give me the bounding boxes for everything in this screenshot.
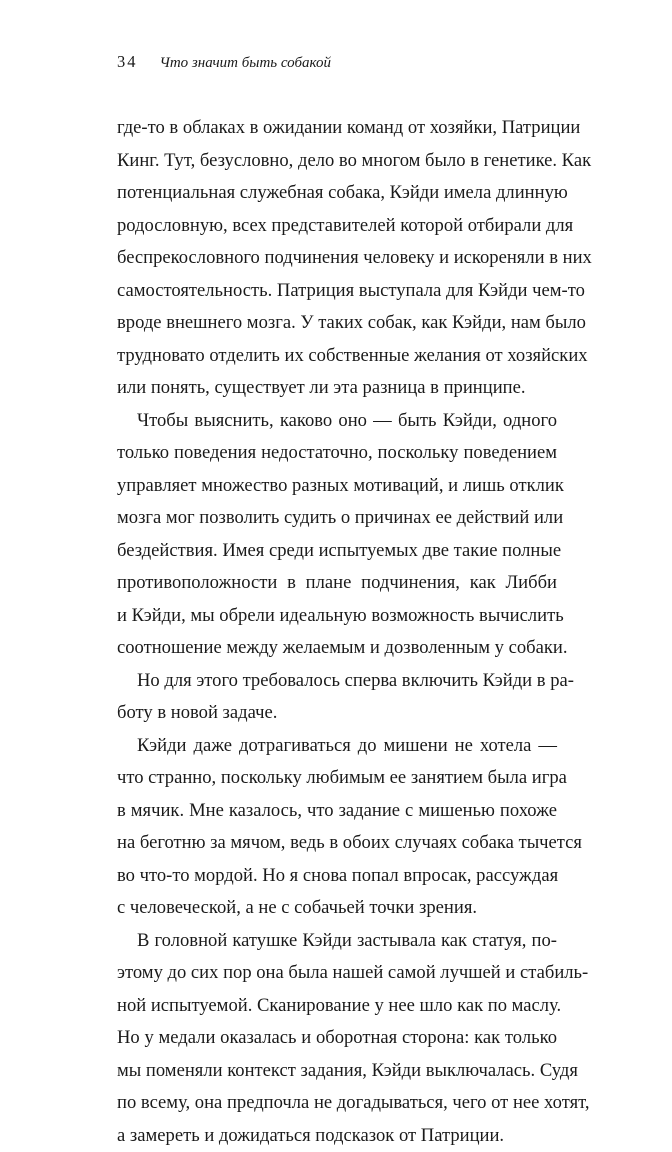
text-line: а замереть и дожидаться подсказок от Патриции. — [117, 1120, 557, 1152]
text-line: соотношение между желаемым и дозволенным у собаки. — [117, 632, 557, 665]
text-line: противоположности в плане подчинения, как Либби — [117, 567, 557, 600]
text-line: В головной катушке Кэйди застывала как статуя, по- — [117, 925, 557, 958]
text-line: управляет множество разных мотиваций, и лишь отклик — [117, 470, 557, 503]
running-title: Что значит быть собакой — [160, 55, 331, 72]
text-line: в мячик. Мне казалось, что задание с мишенью похоже — [117, 795, 557, 828]
text-line: по всему, она предпочла не догадываться, чего от нее хотят, — [117, 1087, 557, 1120]
page-number: 34 — [117, 52, 138, 72]
text-line: Но у медали оказалась и оборотная сторона: как только — [117, 1022, 557, 1055]
text-line: на беготню за мячом, ведь в обоих случаях собака тычется — [117, 827, 557, 860]
text-line: бездействия. Имея среди испытуемых две такие полные — [117, 535, 557, 568]
text-line: Кэйди даже дотрагиваться до мишени не хотела — — [117, 730, 557, 763]
text-line: и Кэйди, мы обрели идеальную возможность вычислить — [117, 600, 557, 633]
text-line: только поведения недостаточно, поскольку поведением — [117, 437, 557, 470]
text-line: беспрекословного подчинения человеку и искореняли в них — [117, 242, 557, 275]
text-line: самостоятельность. Патриция выступала для Кэйди чем-то — [117, 275, 557, 308]
text-line: потенциальная служебная собака, Кэйди имела длинную — [117, 177, 557, 210]
text-line: вроде внешнего мозга. У таких собак, как Кэйди, нам было — [117, 307, 557, 340]
text-line: этому до сих пор она была нашей самой лучшей и стабиль- — [117, 957, 557, 990]
text-line: Чтобы выяснить, каково оно — быть Кэйди, одного — [117, 405, 557, 438]
text-line: родословную, всех представителей которой отбирали для — [117, 210, 557, 243]
text-line: боту в новой задаче. — [117, 697, 557, 730]
text-line: что странно, поскольку любимым ее занятием была игра — [117, 762, 557, 795]
text-line: во что-то мордой. Но я снова попал впросак, рассуждая — [117, 860, 557, 893]
text-line: трудновато отделить их собственные желания от хозяйских — [117, 340, 557, 373]
running-header — [117, 52, 331, 76]
body-text — [117, 112, 557, 1152]
text-line: с человеческой, а не с собачьей точки зрения. — [117, 892, 557, 925]
text-line: мозга мог позволить судить о причинах ее действий или — [117, 502, 557, 535]
text-line: ной испытуемой. Сканирование у нее шло как по маслу. — [117, 990, 557, 1023]
text-line: или понять, существует ли эта разница в принципе. — [117, 372, 557, 405]
text-line: где-то в облаках в ожидании команд от хозяйки, Патриции — [117, 112, 557, 145]
text-line: Кинг. Тут, безусловно, дело во многом было в генетике. Как — [117, 145, 557, 178]
text-line: Но для этого требовалось сперва включить Кэйди в ра- — [117, 665, 557, 698]
text-line: мы поменяли контекст задания, Кэйди выключалась. Судя — [117, 1055, 557, 1088]
